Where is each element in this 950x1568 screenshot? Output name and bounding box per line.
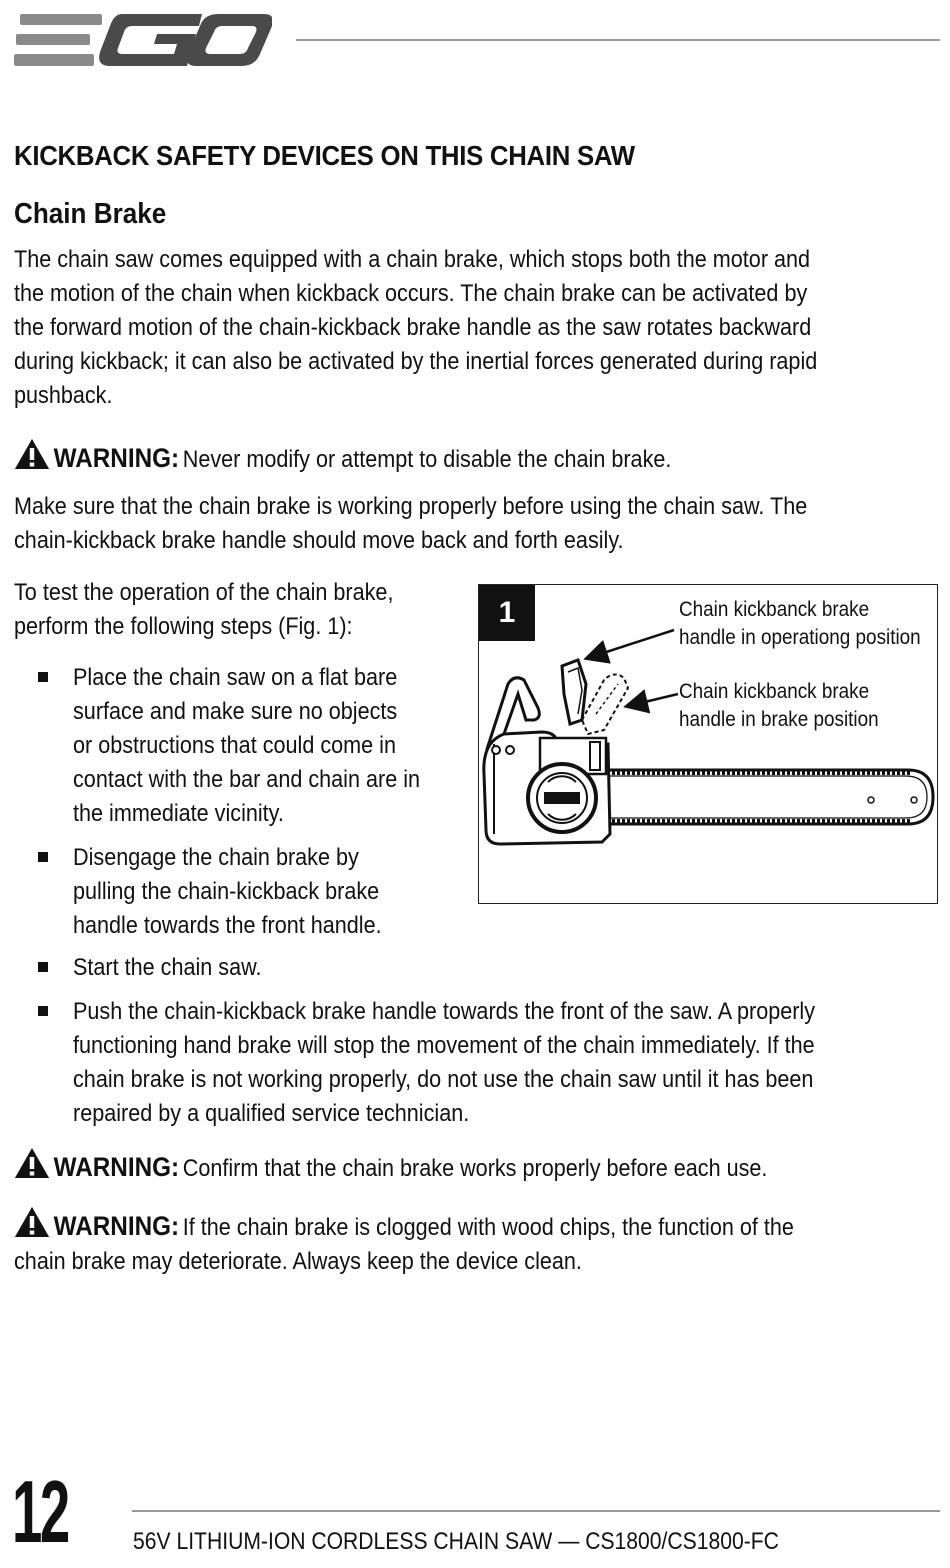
callout-arrow-brake [628,694,678,706]
bullet-marker [38,852,48,862]
step-line: Push the chain-kickback brake handle towards the front of the saw. A properly [73,998,816,1025]
step-line: handle towards the front handle. [73,912,382,939]
step-line: Place the chain saw on a flat bare [73,664,398,691]
step-line: chain brake is not working properly, do not use the chain saw until it has been [73,1066,814,1093]
label-line: Chain kickbanck brake [679,598,870,621]
intro-line: during kickback; it can also be activated by the inertial forces generated during rapid [14,348,818,375]
chain-saw-illustration [478,584,938,904]
figure-number: 1 [479,585,535,641]
bullet-marker [38,1006,48,1016]
step-line: Disengage the chain brake by [73,844,359,871]
step-disengage-brake [73,841,469,943]
label-line: handle in brake position [679,708,879,731]
page-number: 12 [12,1462,68,1561]
callout-arrow-operating [588,630,674,658]
warning-text: Confirm that the chain brake works properly before each use. [182,1155,768,1182]
step-line: repaired by a qualified service technician. [73,1100,470,1127]
step-push-brake [73,995,901,1131]
label-line: Chain kickbanck brake [679,680,870,703]
chain-brake-title: Chain Brake [14,198,167,230]
intro-line: the forward motion of the chain-kickback brake handle as the saw rotates backward [14,314,812,341]
warning-triangle-icon [14,438,50,470]
step-line: the immediate vicinity. [73,800,284,827]
warning-confirm-brake [14,1147,914,1186]
intro-line: The chain saw comes equipped with a chain brake, which stops both the motor and [14,246,811,273]
footer-rule [132,1510,940,1512]
warning-text: Never modify or attempt to disable the chain brake. [182,446,672,473]
test-line: perform the following steps (Fig. 1): [14,613,353,640]
intro-line: pushback. [14,382,113,409]
warning-triangle-icon [14,1206,50,1238]
section-title: KICKBACK SAFETY DEVICES ON THIS CHAIN SAW [14,140,635,171]
warning-label: WARNING: [53,1211,180,1241]
bullet-marker [38,672,48,682]
warning-clogged-brake [14,1206,914,1279]
warning-label: WARNING: [53,443,180,473]
step-line: functioning hand brake will stop the movement of the chain immediately. If the [73,1032,815,1059]
tensioner-dial [528,764,596,832]
ego-logo [14,12,272,68]
intro-line: the motion of the chain when kickback occurs. The chain brake can be activated by [14,280,808,307]
bullet-marker [38,962,48,972]
warning-text: If the chain brake is clogged with wood chips, the function of the [182,1214,794,1241]
test-paragraph [14,576,464,644]
warning-triangle-icon [14,1147,50,1179]
check-line: chain-kickback brake handle should move back and forth easily. [14,527,624,554]
warning-disable-brake [14,438,914,477]
check-paragraph [14,490,914,558]
check-line: Make sure that the chain brake is working properly before using the chain saw. The [14,493,808,520]
warning-line [14,1206,914,1245]
header-rule [296,39,940,41]
guide-bar [600,770,933,824]
step-line: pulling the chain-kickback brake [73,878,380,905]
warning-line: chain brake may deteriorate. Always keep the device clean. [14,1248,582,1275]
footer-product-name: 56V LITHIUM-ION CORDLESS CHAIN SAW — CS1800/CS1800-FC [133,1528,779,1555]
step-line: or obstructions that could come in [73,732,396,759]
label-line: handle in operationg position [679,626,921,649]
step-line: Start the chain saw. [73,954,262,981]
brake-handle-brake-position [582,674,628,734]
test-line: To test the operation of the chain brake, [14,579,394,606]
step-line: contact with the bar and chain are in [73,766,421,793]
step-place-saw [73,661,469,831]
step-line: surface and make sure no objects [73,698,398,725]
warning-label: WARNING: [53,1152,180,1182]
intro-paragraph [14,243,914,413]
step-start-saw [73,951,469,985]
